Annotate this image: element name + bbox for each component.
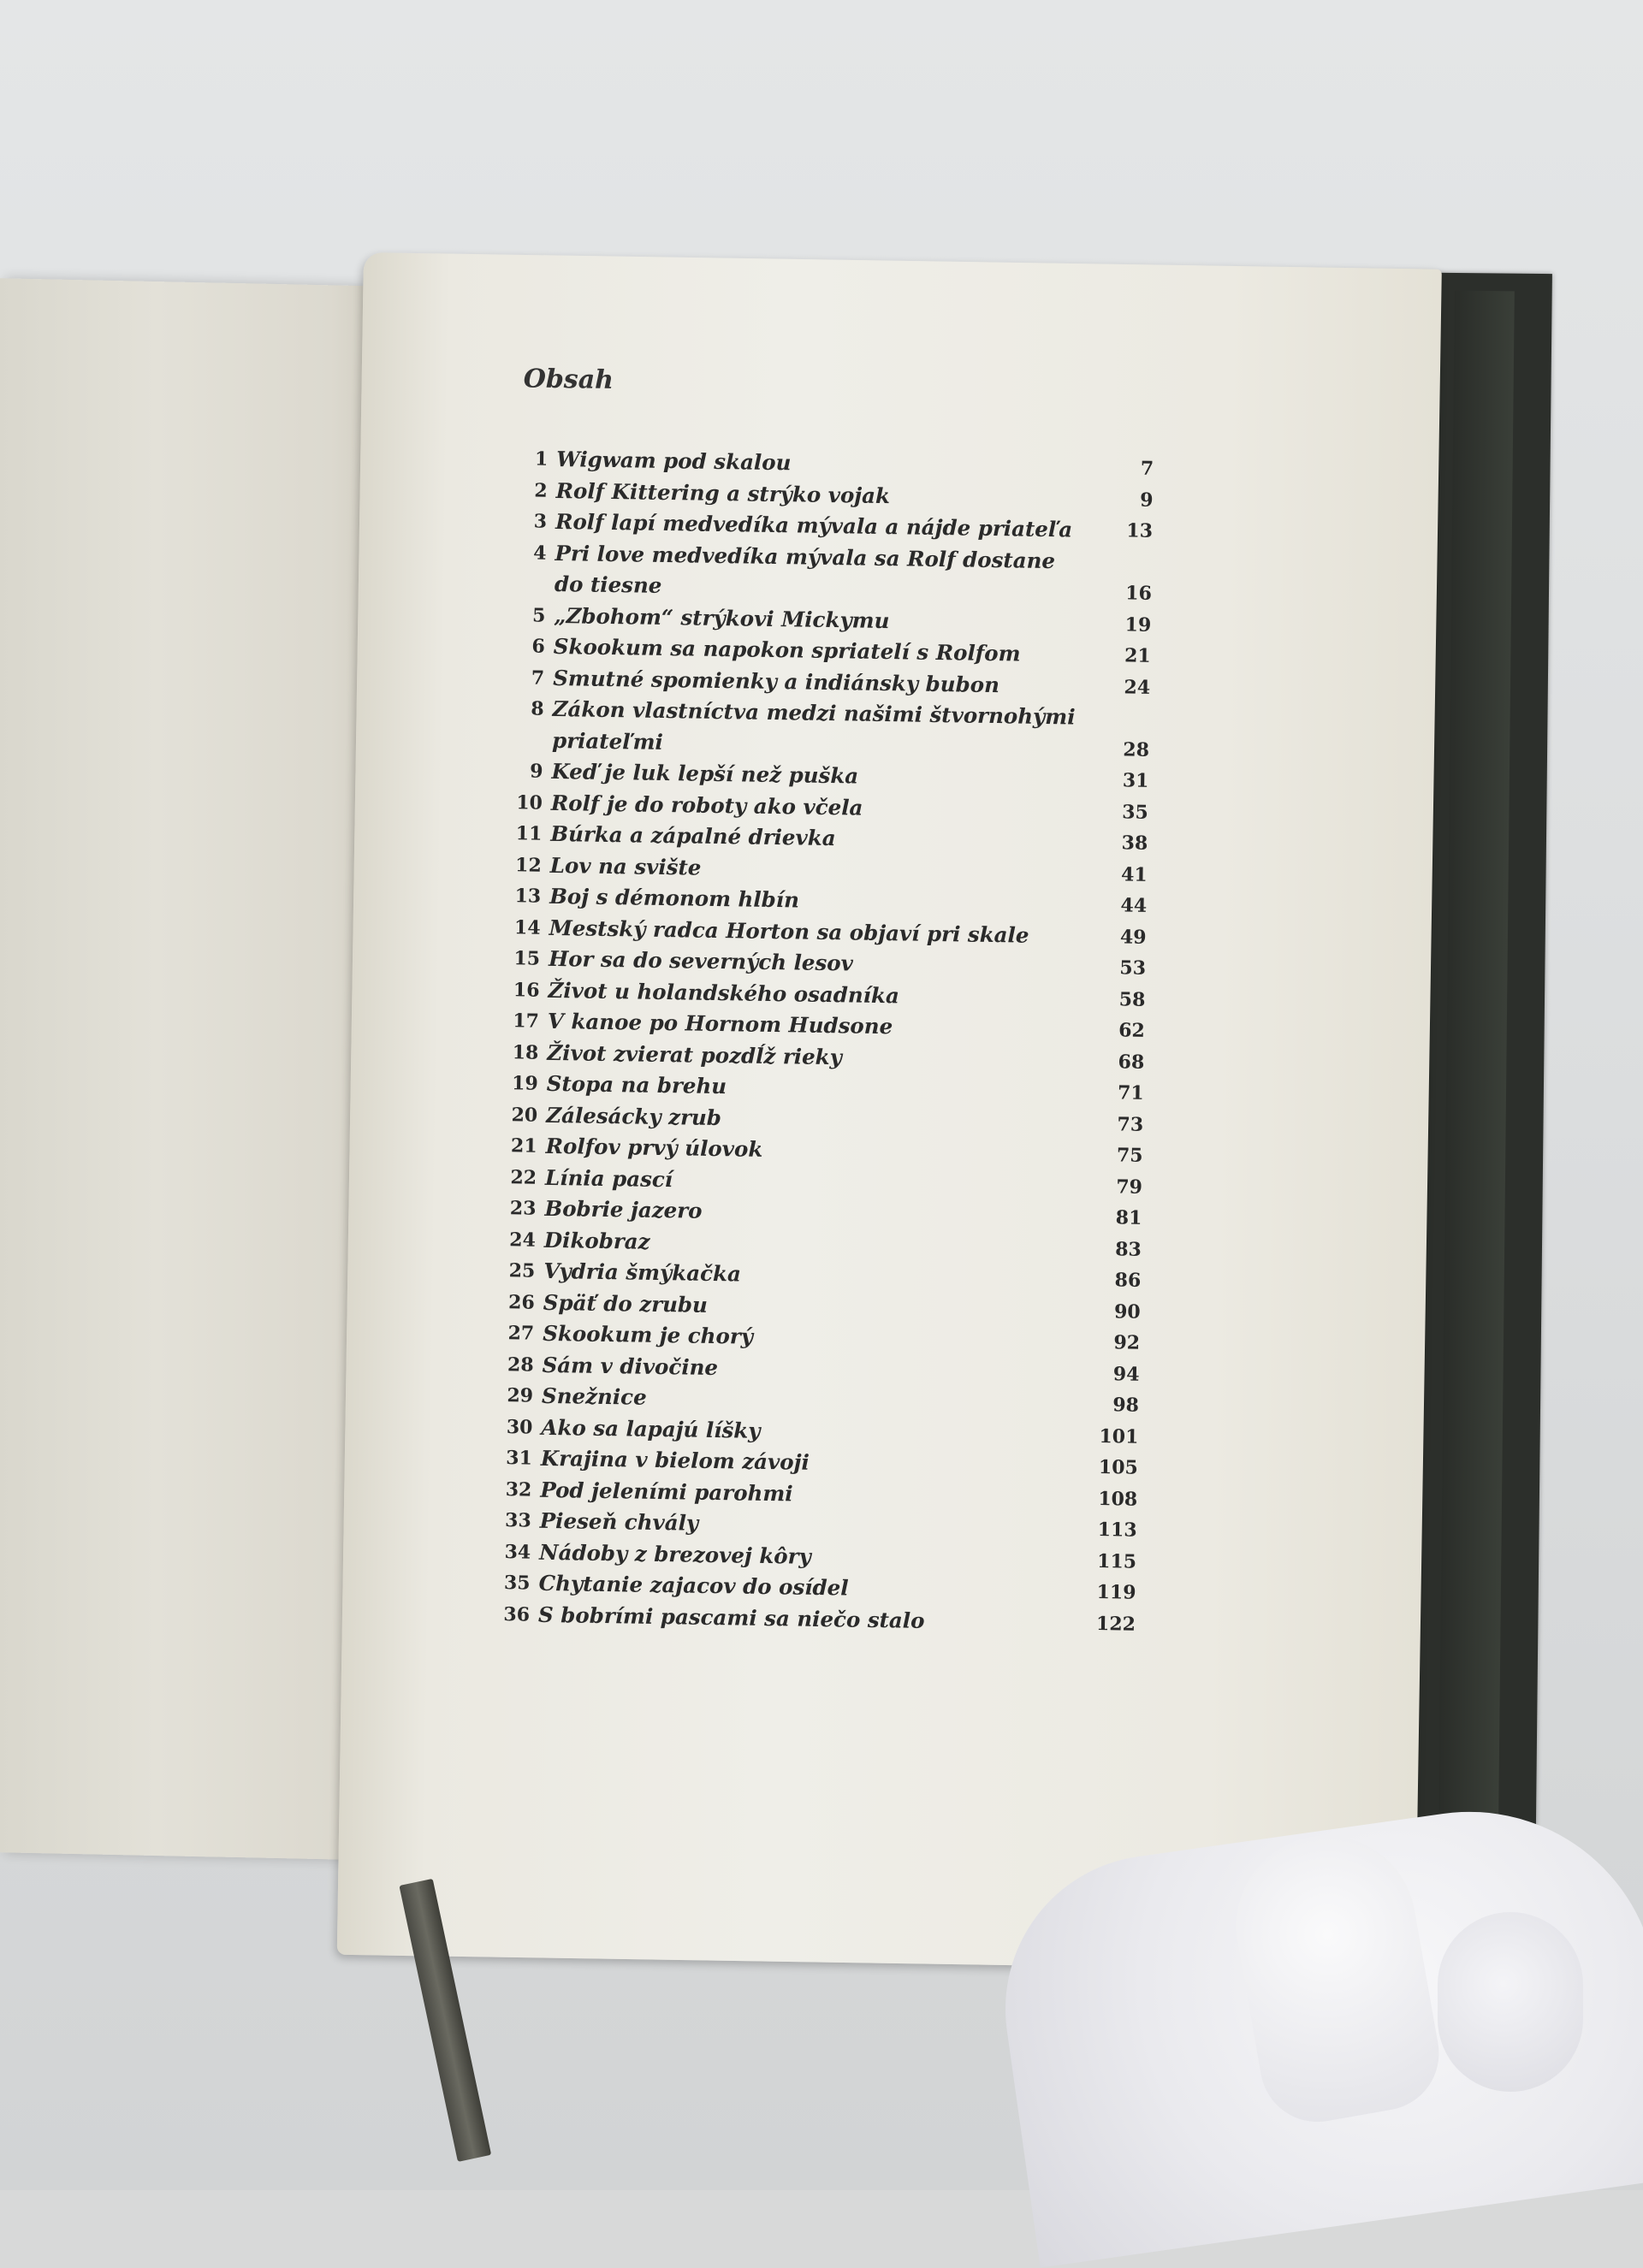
chapter-number: 15 <box>513 947 541 970</box>
chapter-title: Lov na svište <box>549 852 702 880</box>
toc-heading: Obsah <box>523 364 614 395</box>
page-number: 49 <box>1119 925 1147 949</box>
chapter-number: 2 <box>534 479 548 502</box>
chapter-title: Skookum sa napokon spriatelí s Rolfom <box>553 633 1021 666</box>
chapter-number: 6 <box>531 635 546 658</box>
chapter-number: 18 <box>512 1040 539 1064</box>
page-number: 119 <box>1096 1581 1136 1604</box>
chapter-number: 1 <box>534 447 549 471</box>
chapter-title: „Zbohom“ strýkovi Mickymu <box>554 602 890 633</box>
chapter-title: Rolf je do roboty ako včela <box>550 790 863 820</box>
chapter-number: 24 <box>509 1228 537 1252</box>
toc-entries <box>485 443 1154 1640</box>
chapter-number: 32 <box>505 1477 532 1501</box>
chapter-number: 30 <box>506 1415 533 1439</box>
chapter-number: 20 <box>511 1103 538 1127</box>
chapter-title: Hor sa do severných lesov <box>548 945 854 976</box>
table-of-contents <box>485 364 1155 1640</box>
page-number: 62 <box>1118 1019 1146 1042</box>
chapter-number: 16 <box>513 978 540 1002</box>
chapter-number: 31 <box>506 1447 533 1470</box>
chapter-number: 29 <box>507 1384 534 1407</box>
chapter-title: Nádoby z brezovej kôry <box>538 1539 812 1569</box>
chapter-title: Rolfov prvý úlovok <box>545 1133 763 1162</box>
chapter-number: 7 <box>531 666 545 690</box>
chapter-number: 17 <box>513 1010 540 1033</box>
chapter-number: 35 <box>503 1572 531 1595</box>
chapter-number: 27 <box>507 1322 535 1345</box>
left-page <box>0 278 389 1861</box>
chapter-title: Búrka a zápalné drievka <box>550 820 836 851</box>
chapter-title: Keď je luk lepší než puška <box>551 758 859 789</box>
chapter-title: Dikobraz <box>543 1227 650 1254</box>
chapter-title: Rolf Kittering a strýko vojak <box>555 477 891 508</box>
chapter-title: V kanoe po Hornom Hudsone <box>547 1008 893 1039</box>
chapter-title: Boj s démonom hlbín <box>549 883 800 913</box>
page-number: 38 <box>1121 832 1148 855</box>
chapter-title: Skookum je chorý <box>542 1320 754 1349</box>
page-number: 7 <box>1140 457 1154 480</box>
page-number: 83 <box>1115 1237 1142 1261</box>
page-number: 28 <box>1123 737 1150 761</box>
page-number: 122 <box>1095 1612 1136 1636</box>
chapter-number: 28 <box>507 1353 534 1377</box>
chapter-number: 36 <box>503 1602 531 1626</box>
chapter-number: 4 <box>533 542 547 565</box>
chapter-number: 3 <box>533 510 548 533</box>
chapter-title: Pri love medvedíka mývala sa Rolf dostane do tiesne <box>554 540 1056 598</box>
chapter-title: S bobrími pascami sa niečo stalo <box>537 1602 925 1633</box>
chapter-number: 11 <box>515 822 543 845</box>
page-number: 44 <box>1120 894 1148 917</box>
chapter-title: Bobrie jazero <box>544 1195 703 1223</box>
page-number: 90 <box>1113 1300 1141 1323</box>
chapter-number: 22 <box>510 1165 537 1189</box>
page-number: 115 <box>1096 1549 1137 1573</box>
page-number: 58 <box>1118 987 1146 1011</box>
chapter-number: 14 <box>513 915 541 939</box>
page-number: 98 <box>1112 1394 1140 1417</box>
page-number: 113 <box>1097 1519 1137 1542</box>
chapter-number: 10 <box>516 791 543 814</box>
page-number: 108 <box>1098 1487 1138 1511</box>
chapter-title: Zálesácky zrub <box>545 1102 722 1130</box>
toc-entry <box>501 536 1153 609</box>
chapter-title: Chytanie zajacov do osídel <box>538 1570 849 1601</box>
chapter-number: 5 <box>531 604 546 627</box>
chapter-number: 23 <box>509 1197 537 1220</box>
chapter-title: Smutné spomienky a indiánsky bubon <box>553 665 1000 697</box>
page-number: 75 <box>1116 1144 1143 1167</box>
chapter-title: Zákon vlastníctva medzi našimi štvornohými priateľmi <box>551 696 1076 755</box>
gloved-finger <box>1438 1912 1583 2092</box>
chapter-number: 9 <box>530 760 543 783</box>
chapter-title: Wigwam pod skalou <box>556 446 792 476</box>
page-number: 13 <box>1126 519 1154 542</box>
chapter-title: Ako sa lapajú líšky <box>541 1414 761 1443</box>
chapter-title: Rolf lapí medvedíka mývala a nájde priateľa <box>555 508 1073 542</box>
chapter-title: Život zvierat pozdĺž rieky <box>547 1039 843 1069</box>
chapter-number: 8 <box>531 697 544 720</box>
page-number: 21 <box>1124 644 1151 667</box>
chapter-number: 12 <box>514 853 543 877</box>
chapter-title: Mestský radca Horton sa objaví pri skale <box>549 915 1029 948</box>
page-number: 68 <box>1118 1050 1145 1074</box>
chapter-title: Pieseň chvály <box>539 1507 699 1536</box>
chapter-title: Život u holandského osadníka <box>548 977 900 1008</box>
page-number: 86 <box>1114 1269 1142 1292</box>
toc-entry <box>499 693 1150 766</box>
page-number: 73 <box>1117 1112 1144 1136</box>
page-number: 31 <box>1122 769 1149 792</box>
chapter-title: Snežnice <box>541 1383 647 1410</box>
chapter-number: 26 <box>507 1290 535 1314</box>
page-number: 35 <box>1122 800 1149 824</box>
chapter-title: Sám v divočine <box>542 1352 719 1380</box>
chapter-title: Vydria šmýkačka <box>543 1258 742 1287</box>
chapter-title: Späť do zrubu <box>543 1289 709 1318</box>
page-number: 41 <box>1120 862 1148 886</box>
chapter-title: Línia pascí <box>544 1164 673 1192</box>
chapter-title: Stopa na brehu <box>546 1070 727 1099</box>
page-number: 105 <box>1098 1456 1139 1479</box>
page-number: 71 <box>1117 1081 1144 1104</box>
page-number: 19 <box>1124 613 1152 637</box>
chapter-number: 13 <box>514 885 542 908</box>
chapter-number: 21 <box>510 1134 537 1158</box>
chapter-number: 33 <box>504 1509 531 1532</box>
page-number: 16 <box>1125 582 1153 605</box>
page-number: 24 <box>1124 675 1151 699</box>
page-number: 53 <box>1119 956 1147 980</box>
page-number: 9 <box>1140 489 1154 512</box>
chapter-number: 25 <box>508 1259 536 1282</box>
page-number: 94 <box>1112 1362 1140 1386</box>
chapter-title: Pod jeleními parohmi <box>540 1477 793 1506</box>
page-number: 79 <box>1116 1175 1143 1199</box>
page-number: 101 <box>1099 1424 1139 1448</box>
page-number: 92 <box>1113 1331 1141 1354</box>
chapter-title: Krajina v bielom závoji <box>540 1445 810 1475</box>
chapter-number: 34 <box>504 1540 531 1564</box>
chapter-number: 19 <box>511 1072 538 1095</box>
page-number: 81 <box>1115 1206 1142 1229</box>
